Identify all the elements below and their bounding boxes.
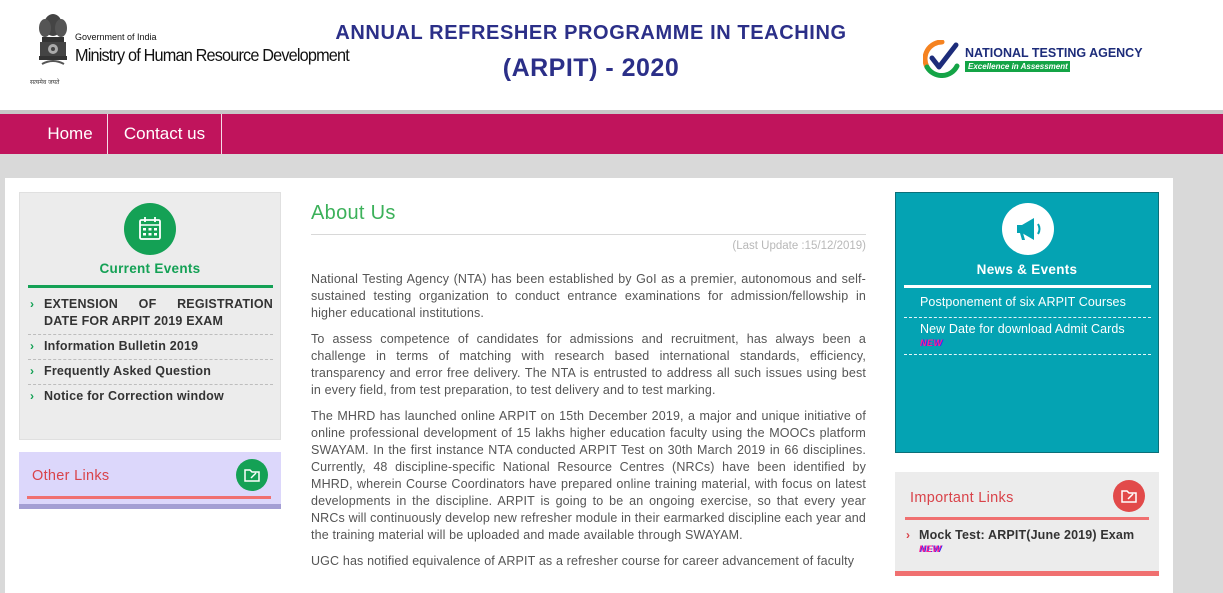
important-links-title: Important Links xyxy=(910,490,1014,506)
nav-home-link[interactable]: Home xyxy=(33,114,108,154)
current-event-link[interactable]: EXTENSION OF REGISTRATION DATE FOR ARPIT 2019 EXAM xyxy=(44,297,273,328)
chevron-right-icon: › xyxy=(30,297,35,311)
calendar-icon xyxy=(124,203,176,255)
nta-logo[interactable] xyxy=(923,38,1163,78)
new-badge: NEW xyxy=(920,338,943,348)
list-item[interactable] xyxy=(28,335,273,360)
last-update: (Last Update :15/12/2019) xyxy=(732,240,866,252)
current-event-link[interactable]: Frequently Asked Question xyxy=(44,364,212,378)
new-badge: NEW xyxy=(919,544,942,554)
news-link[interactable]: New Date for download Admit Cards xyxy=(920,322,1125,336)
important-links-divider xyxy=(905,517,1149,520)
news-events-list xyxy=(904,291,1151,355)
nta-checkmark-logo-icon xyxy=(923,40,961,78)
megaphone-icon xyxy=(1002,203,1054,255)
page-title-line1: ANNUAL REFRESHER PROGRAMME IN TEACHING xyxy=(335,22,847,44)
nav-contact-link[interactable]: Contact us xyxy=(108,114,222,154)
chevron-right-icon: › xyxy=(906,528,911,542)
about-title: About Us xyxy=(311,202,396,224)
list-item[interactable] xyxy=(904,291,1151,318)
ministry-name: Ministry of Human Resource Development xyxy=(75,45,349,65)
current-events-title: Current Events xyxy=(99,261,201,276)
about-paragraph: To assess competence of candidates for admissions and recruitment, has always been a challenge in terms of matching with research based international standards, efficiency, transparency and error free delivery. The NTA is entrusted to address all such issues using best in every field, from test preparation, to test delivery and to test marking. xyxy=(311,332,866,397)
national-emblem-icon xyxy=(36,12,70,78)
emblem-motto: सत्यमेव जयते xyxy=(30,79,60,86)
government-of-india-label: Government of India xyxy=(75,32,157,42)
important-links-panel xyxy=(895,472,1159,576)
chevron-right-icon: › xyxy=(30,389,35,403)
links-folder-icon xyxy=(236,459,268,491)
links-folder-icon xyxy=(1113,480,1145,512)
list-item[interactable] xyxy=(904,318,1151,355)
news-events-divider xyxy=(904,285,1151,288)
current-event-link[interactable]: Notice for Correction window xyxy=(44,389,224,403)
other-links-panel[interactable] xyxy=(19,452,281,509)
mhrd-logo[interactable] xyxy=(30,12,349,92)
nta-name: NATIONAL TESTING AGENCY xyxy=(965,46,1143,60)
site-header xyxy=(0,0,1223,112)
about-divider xyxy=(311,234,866,235)
news-events-title: News & Events xyxy=(976,262,1078,277)
nta-tagline: Excellence in Assessment xyxy=(965,61,1070,72)
list-item[interactable] xyxy=(903,527,1151,554)
current-events-panel xyxy=(19,192,281,440)
important-links-list xyxy=(903,527,1151,554)
other-links-title[interactable]: Other Links xyxy=(32,468,110,484)
chevron-right-icon: › xyxy=(30,339,35,353)
current-events-list xyxy=(28,293,273,409)
about-paragraph: National Testing Agency (NTA) has been established by GoI as a premier, autonomous and self-sustained testing organization to conduct entrance examinations for admission/fellowship in higher educational institutions. xyxy=(311,272,866,320)
about-paragraph: UGC has notified equivalence of ARPIT as a refresher course for career advancement of faculty xyxy=(311,554,855,568)
list-item[interactable] xyxy=(28,293,273,335)
list-item[interactable] xyxy=(28,385,273,409)
list-item[interactable] xyxy=(28,360,273,385)
other-links-divider xyxy=(27,496,271,499)
page-title xyxy=(316,22,866,83)
chevron-right-icon: › xyxy=(30,364,35,378)
news-events-panel xyxy=(895,192,1159,453)
current-event-link[interactable]: Information Bulletin 2019 xyxy=(44,339,199,353)
main-nav xyxy=(0,114,1223,154)
page-title-line2: (ARPIT) - 2020 xyxy=(502,54,680,82)
important-link[interactable]: Mock Test: ARPIT(June 2019) Exam xyxy=(919,528,1135,542)
about-paragraph: The MHRD has launched online ARPIT on 15th December 2019, a major and unique initiative of online professional development of 15 lakhs higher education faculty using the MOOCs platform SWAYAM. In the first instance NTA conducted ARPIT Test on 30th March 2019 in 66 disciplines. Currently, 48 discipline-specific National Resource Centres (NRCs) have been identified by MHRD, wherein Course Coordinators have prepared online training material, with focus on latest developments in the discipline. ARPIT is going to be an ongoing exercise, so that every year NRCs will continuously develop new refresher module in their earmarked discipline each year and the training material will be uploaded and made available through SWAYAM. xyxy=(311,409,866,542)
current-events-divider xyxy=(28,285,273,288)
about-body xyxy=(311,271,866,579)
news-link[interactable]: Postponement of six ARPIT Courses xyxy=(920,295,1126,309)
